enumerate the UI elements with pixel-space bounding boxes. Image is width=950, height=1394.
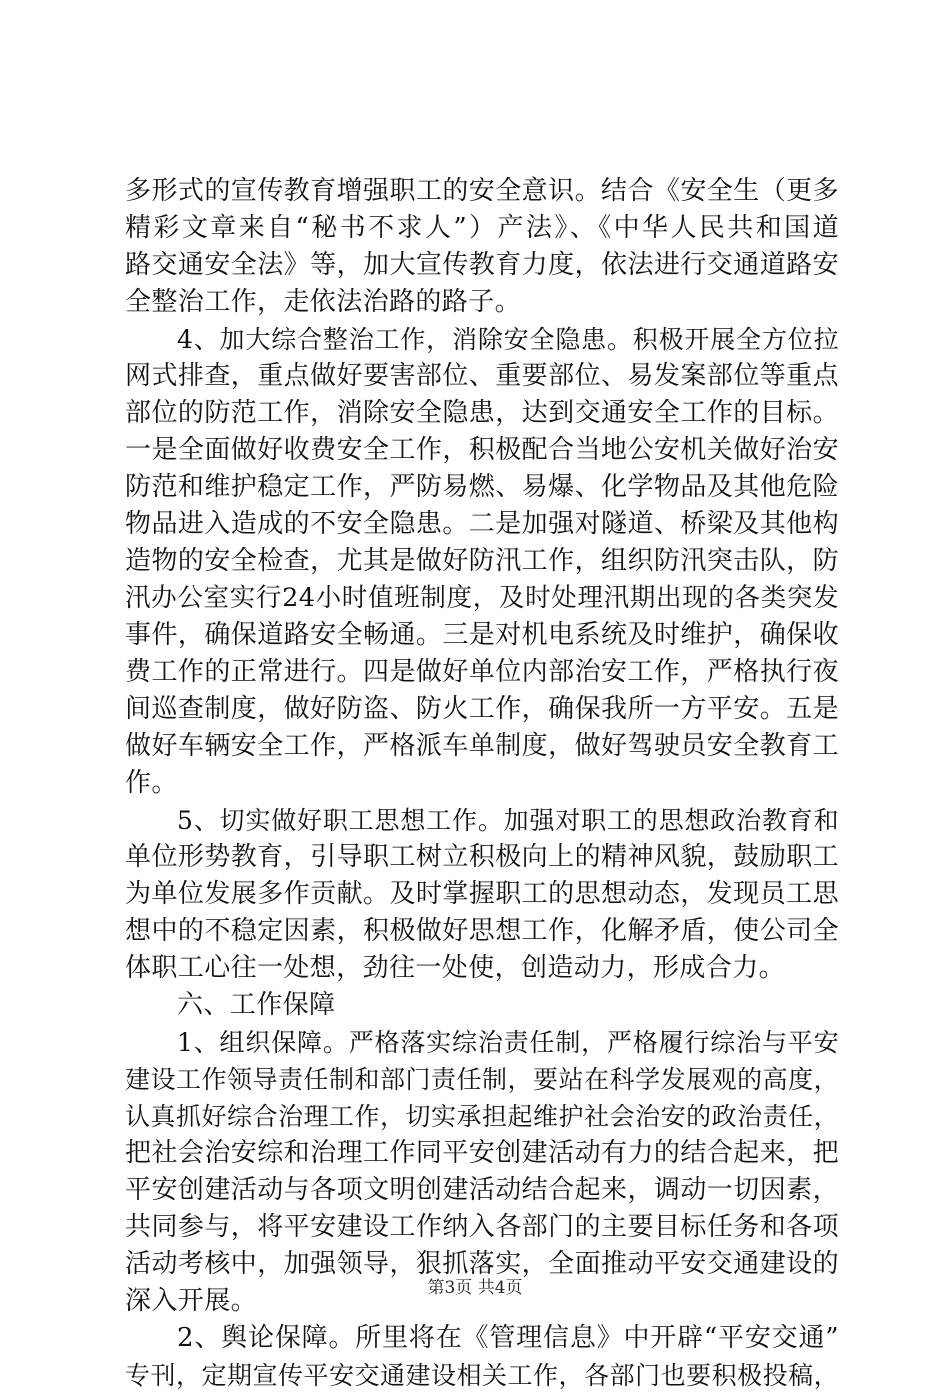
text-line: 平安创建活动与各项文明创建活动结合起来，调动一切因素， — [125, 1175, 839, 1205]
text-line: 专刊，定期宣传平安交通建设相关工作，各部门也要积极投稿， — [125, 1361, 839, 1390]
text-line: 5、切实做好职工思想工作。加强对职工的思想政治教育和 — [177, 806, 839, 835]
text-line: 部位的防范工作，消除安全隐患，达到交通安全工作的目标。 — [125, 398, 839, 428]
text-line: 做好车辆安全工作，严格派车单制度，做好驾驶员安全教育工 — [125, 731, 839, 761]
text-line: 物品进入造成的不安全隐患。二是加强对隧道、桥梁及其他构 — [125, 509, 839, 539]
text-line: 多形式的宣传教育增强职工的安全意识。结合《安全生（更多 — [125, 176, 839, 206]
text-line: 间巡查制度，做好防盗、防火工作，确保我所一方平安。五是 — [125, 694, 839, 724]
text-line: 一是全面做好收费安全工作，积极配合当地公安机关做好治安 — [125, 435, 839, 465]
text-line: 网式排查，重点做好要害部位、重要部位、易发案部位等重点 — [125, 361, 839, 391]
text-line: 1、组织保障。严格落实综治责任制，严格履行综治与平安 — [177, 1028, 839, 1057]
section-heading: 六、工作保障 — [177, 990, 336, 1020]
text-line: 精彩文章来自“秘书不求人”）产法》、《中华人民共和国道 — [125, 213, 839, 243]
text-line: 作。 — [125, 768, 178, 798]
text-line: 单位形势教育，引导职工树立积极向上的精神风貌，鼓励职工 — [125, 842, 839, 872]
text-line: 想中的不稳定因素，积极做好思想工作，化解矛盾，使公司全 — [125, 916, 839, 946]
text-line: 2、舆论保障。所里将在《管理信息》中开辟“平安交通” — [177, 1323, 839, 1353]
text-line: 深入开展。 — [125, 1286, 258, 1316]
text-line: 事件，确保道路安全畅通。三是对机电系统及时维护，确保收 — [125, 620, 839, 650]
text-line: 4、加大综合整治工作，消除安全隐患。积极开展全方位拉 — [177, 325, 839, 354]
text-line: 活动考核中，加强领导，狠抓落实，全面推动平安交通建设的 — [125, 1249, 839, 1279]
text-line: 费工作的正常进行。四是做好单位内部治安工作，严格执行夜 — [125, 657, 839, 687]
document-body — [125, 173, 839, 1394]
text-line: 防范和维护稳定工作，严防易燃、易爆、化学物品及其他危险 — [125, 472, 839, 502]
text-line: 路交通安全法》等，加大宣传教育力度，依法进行交通道路安 — [125, 250, 839, 280]
text-line: 共同参与，将平安建设工作纳入各部门的主要目标任务和各项 — [125, 1212, 839, 1242]
text-line: 建设工作领导责任制和部门责任制，要站在科学发展观的高度， — [125, 1065, 839, 1094]
page-number-footer: 第3页 共4页 — [427, 1278, 523, 1298]
text-line: 把社会治安综和治理工作同平安创建活动有力的结合起来，把 — [125, 1138, 839, 1168]
text-line: 认真抓好综合治理工作，切实承担起维护社会治安的政治责任， — [125, 1102, 839, 1131]
text-line: 全整治工作，走依法治路的路子。 — [125, 287, 522, 317]
text-line: 体职工心往一处想，劲往一处使，创造动力，形成合力。 — [125, 953, 786, 983]
text-line: 汛办公室实行24小时值班制度，及时处理汛期出现的各类突发 — [125, 583, 839, 613]
text-line: 为单位发展多作贡献。及时掌握职工的思想动态，发现员工思 — [125, 879, 839, 909]
text-line: 造物的安全检查，尤其是做好防汛工作，组织防汛突击队，防 — [125, 546, 839, 576]
